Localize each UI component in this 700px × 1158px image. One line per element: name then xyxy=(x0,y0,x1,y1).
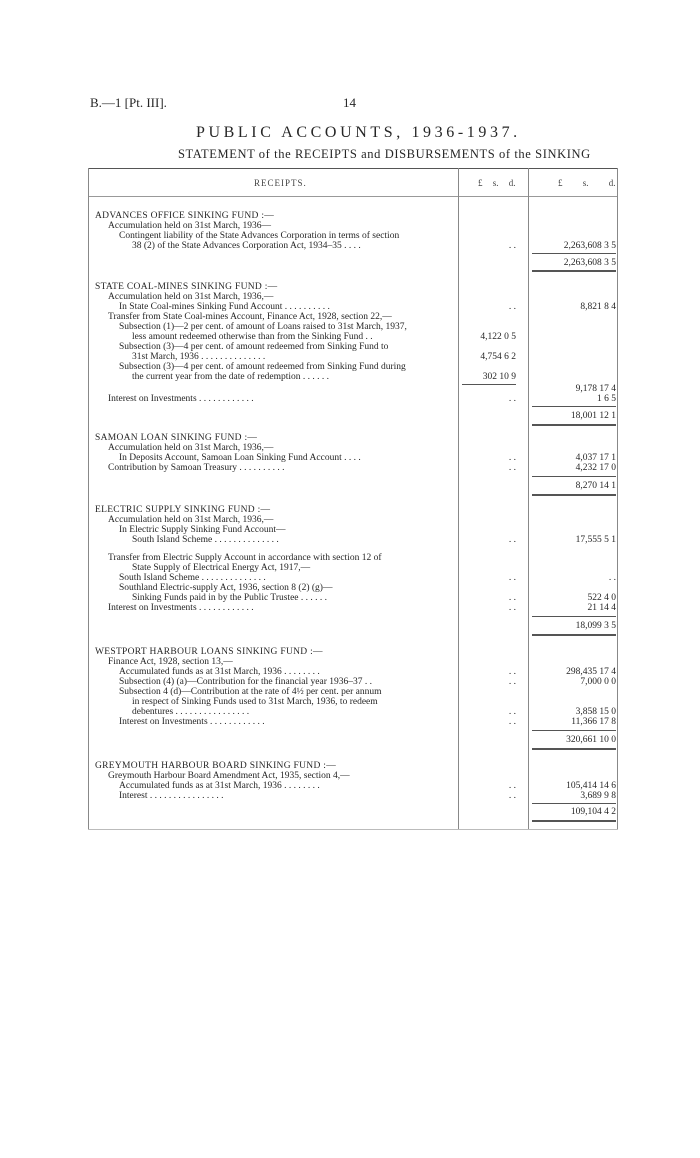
inner-amount: . . xyxy=(508,791,516,801)
row-text: Contingent liability of the State Advances Corporation in terms of section xyxy=(119,231,400,241)
row-text: Southland Electric-supply Act, 1936, section 8 (2) (g)— xyxy=(119,583,333,593)
row-text: Accumulation held on 31st March, 1936— xyxy=(108,221,272,231)
row-text: 31st March, 1936 . . . . . . . . . . . . . . xyxy=(132,352,266,362)
inner-amount: 4,754 6 2 xyxy=(480,352,516,362)
outer-amount-column-header: £ s. d. xyxy=(558,178,616,188)
outer-amount: 4,232 17 0 xyxy=(575,463,616,473)
table-row xyxy=(0,790,700,802)
outer-amount: 7,000 0 0 xyxy=(580,677,616,687)
table-header-rule xyxy=(88,196,618,197)
inner-amount: . . xyxy=(508,241,516,251)
total-rule xyxy=(532,270,616,272)
row-text: Accumulation held on 31st March, 1936,— xyxy=(108,292,274,302)
subtotal-rule xyxy=(532,616,616,617)
row-text: Accumulated funds as at 31st March, 1936 . . . . . . . . xyxy=(119,667,320,677)
section-heading: SAMOAN LOAN SINKING FUND :— xyxy=(95,433,258,443)
table-divider-1 xyxy=(458,168,459,830)
row-text: In State Coal-mines Sinking Fund Account . . . . . . . . . . xyxy=(119,302,330,312)
row-text: Finance Act, 1928, section 13,— xyxy=(108,657,233,667)
table-left-rule xyxy=(88,168,89,830)
statement-subtitle: STATEMENT of the RECEIPTS and DISBURSEMENTS of the SINKING xyxy=(178,147,591,161)
section-heading: WESTPORT HARBOUR LOANS SINKING FUND :— xyxy=(95,647,323,657)
inner-amount: 4,122 0 5 xyxy=(480,332,516,342)
row-text: South Island Scheme . . . . . . . . . . . . . . xyxy=(132,535,279,545)
table-right-rule xyxy=(617,168,618,830)
row-text: Interest on Investments . . . . . . . . . . . . xyxy=(108,603,254,613)
table-row xyxy=(0,716,700,728)
row-text: Subsection (3)—4 per cent. of amount redeemed from Sinking Fund during xyxy=(119,362,406,372)
inner-amount: . . xyxy=(508,302,516,312)
row-text: Accumulation held on 31st March, 1936,— xyxy=(108,443,274,453)
outer-amount: . . xyxy=(608,573,616,583)
total-rule xyxy=(532,634,616,636)
section-total: 18,001 12 1 xyxy=(570,411,616,421)
row-text: Interest on Investments . . . . . . . . . . . . xyxy=(119,717,265,727)
inner-amount: . . xyxy=(508,453,516,463)
row-text: Transfer from State Coal-mines Account, Finance Act, 1928, section 22,— xyxy=(108,312,392,322)
section-total: 18,099 3 5 xyxy=(575,621,616,631)
row-text: State Supply of Electrical Energy Act, 1917,— xyxy=(132,563,311,573)
inner-amount: . . xyxy=(508,535,516,545)
row-text: Transfer from Electric Supply Account in accordance with section 12 of xyxy=(108,553,382,563)
total-rule xyxy=(532,748,616,750)
inner-amount: . . xyxy=(508,717,516,727)
outer-amount: 1 6 5 xyxy=(597,394,616,404)
inner-amount: 302 10 9 xyxy=(482,372,516,382)
section-total: 8,270 14 1 xyxy=(575,481,616,491)
table-bottom-rule xyxy=(88,829,618,830)
outer-amount: 9,178 17 4 xyxy=(575,384,616,394)
inner-amount: . . xyxy=(508,677,516,687)
inner-amount: . . xyxy=(508,667,516,677)
outer-amount: 2,263,608 3 5 xyxy=(563,241,616,251)
row-text: South Island Scheme . . . . . . . . . . . . . . xyxy=(119,573,266,583)
table-row xyxy=(0,462,700,474)
row-text: Accumulated funds as at 31st March, 1936 . . . . . . . . xyxy=(119,781,320,791)
total-rule xyxy=(532,820,616,822)
row-text: Sinking Funds paid in by the Public Trustee . . . . . . xyxy=(132,593,328,603)
table-row xyxy=(0,602,700,614)
table-top-rule xyxy=(88,168,618,169)
inner-amount-column-header: £ s. d. xyxy=(478,178,516,188)
section-total: 2,263,608 3 5 xyxy=(563,258,616,268)
row-text: less amount redeemed otherwise than from the Sinking Fund . . xyxy=(132,332,373,342)
inner-amount: . . xyxy=(508,394,516,404)
row-text: 38 (2) of the State Advances Corporation Act, 1934–35 . . . . xyxy=(132,241,361,251)
inner-amount: . . xyxy=(508,781,516,791)
section-heading: STATE COAL-MINES SINKING FUND :— xyxy=(95,282,278,292)
total-rule xyxy=(532,494,616,496)
outer-amount: 522 4 0 xyxy=(587,593,616,603)
section-total: 109,104 4 2 xyxy=(570,807,616,817)
receipts-column-header: RECEIPTS. xyxy=(254,178,307,188)
table-row xyxy=(0,240,700,252)
inner-amount: . . xyxy=(508,573,516,583)
outer-amount: 4,037 17 1 xyxy=(575,453,616,463)
inner-amount: . . xyxy=(508,603,516,613)
row-text: Interest . . . . . . . . . . . . . . . . xyxy=(119,791,224,801)
inner-amount: . . xyxy=(508,593,516,603)
row-text: Subsection (3)—4 per cent. of amount redeemed from Sinking Fund to xyxy=(119,342,389,352)
outer-amount: 21 14 4 xyxy=(587,603,616,613)
section-heading: ADVANCES OFFICE SINKING FUND :— xyxy=(95,211,275,221)
row-text: the current year from the date of redemption . . . . . . xyxy=(132,372,330,382)
table-row xyxy=(0,371,700,383)
row-text: Subsection (4) (a)—Contribution for the financial year 1936–37 . . xyxy=(119,677,373,687)
section-heading: ELECTRIC SUPPLY SINKING FUND :— xyxy=(95,505,271,515)
row-text: In Deposits Account, Samoan Loan Sinking Fund Account . . . . xyxy=(119,453,361,463)
page-number: 14 xyxy=(343,95,356,110)
subtotal-rule xyxy=(532,476,616,477)
outer-amount: 105,414 14 6 xyxy=(566,781,616,791)
table-row xyxy=(0,393,700,405)
outer-amount: 8,821 8 4 xyxy=(580,302,616,312)
document-reference: B.—1 [Pt. III]. xyxy=(90,95,167,110)
subtotal-rule xyxy=(532,253,616,254)
outer-amount: 3,858 15 0 xyxy=(575,707,616,717)
row-text: In Electric Supply Sinking Fund Account— xyxy=(119,525,286,535)
outer-amount: 3,689 9 8 xyxy=(580,791,616,801)
subtotal-rule xyxy=(532,406,616,407)
subtotal-rule xyxy=(532,730,616,731)
row-text: Accumulation held on 31st March, 1936,— xyxy=(108,515,274,525)
page-title: PUBLIC ACCOUNTS, 1936-1937. xyxy=(196,124,521,141)
row-text: Subsection (1)—2 per cent. of amount of Loans raised to 31st March, 1937, xyxy=(119,322,407,332)
row-text: Contribution by Samoan Treasury . . . . . . . . . . xyxy=(108,463,285,473)
row-text: debentures . . . . . . . . . . . . . . . . xyxy=(132,707,250,717)
table-row xyxy=(0,534,700,546)
row-text: Greymouth Harbour Board Amendment Act, 1935, section 4,— xyxy=(108,771,350,781)
subtotal-rule xyxy=(532,803,616,804)
outer-amount: 17,555 5 1 xyxy=(575,535,616,545)
outer-amount: 298,435 17 4 xyxy=(566,667,616,677)
inner-amount: . . xyxy=(508,707,516,717)
section-heading: GREYMOUTH HARBOUR BOARD SINKING FUND :— xyxy=(95,761,337,771)
row-text: Interest on Investments . . . . . . . . . . . . xyxy=(108,394,254,404)
row-text: Subsection 4 (d)—Contribution at the rate of 4½ per cent. per annum xyxy=(119,687,382,697)
table-divider-2 xyxy=(528,168,529,830)
total-rule xyxy=(532,424,616,426)
outer-amount: 11,366 17 8 xyxy=(571,717,616,727)
section-total: 320,661 10 0 xyxy=(566,735,616,745)
row-text: in respect of Sinking Funds used to 31st March, 1936, to redeem xyxy=(132,697,378,707)
inner-amount: . . xyxy=(508,463,516,473)
